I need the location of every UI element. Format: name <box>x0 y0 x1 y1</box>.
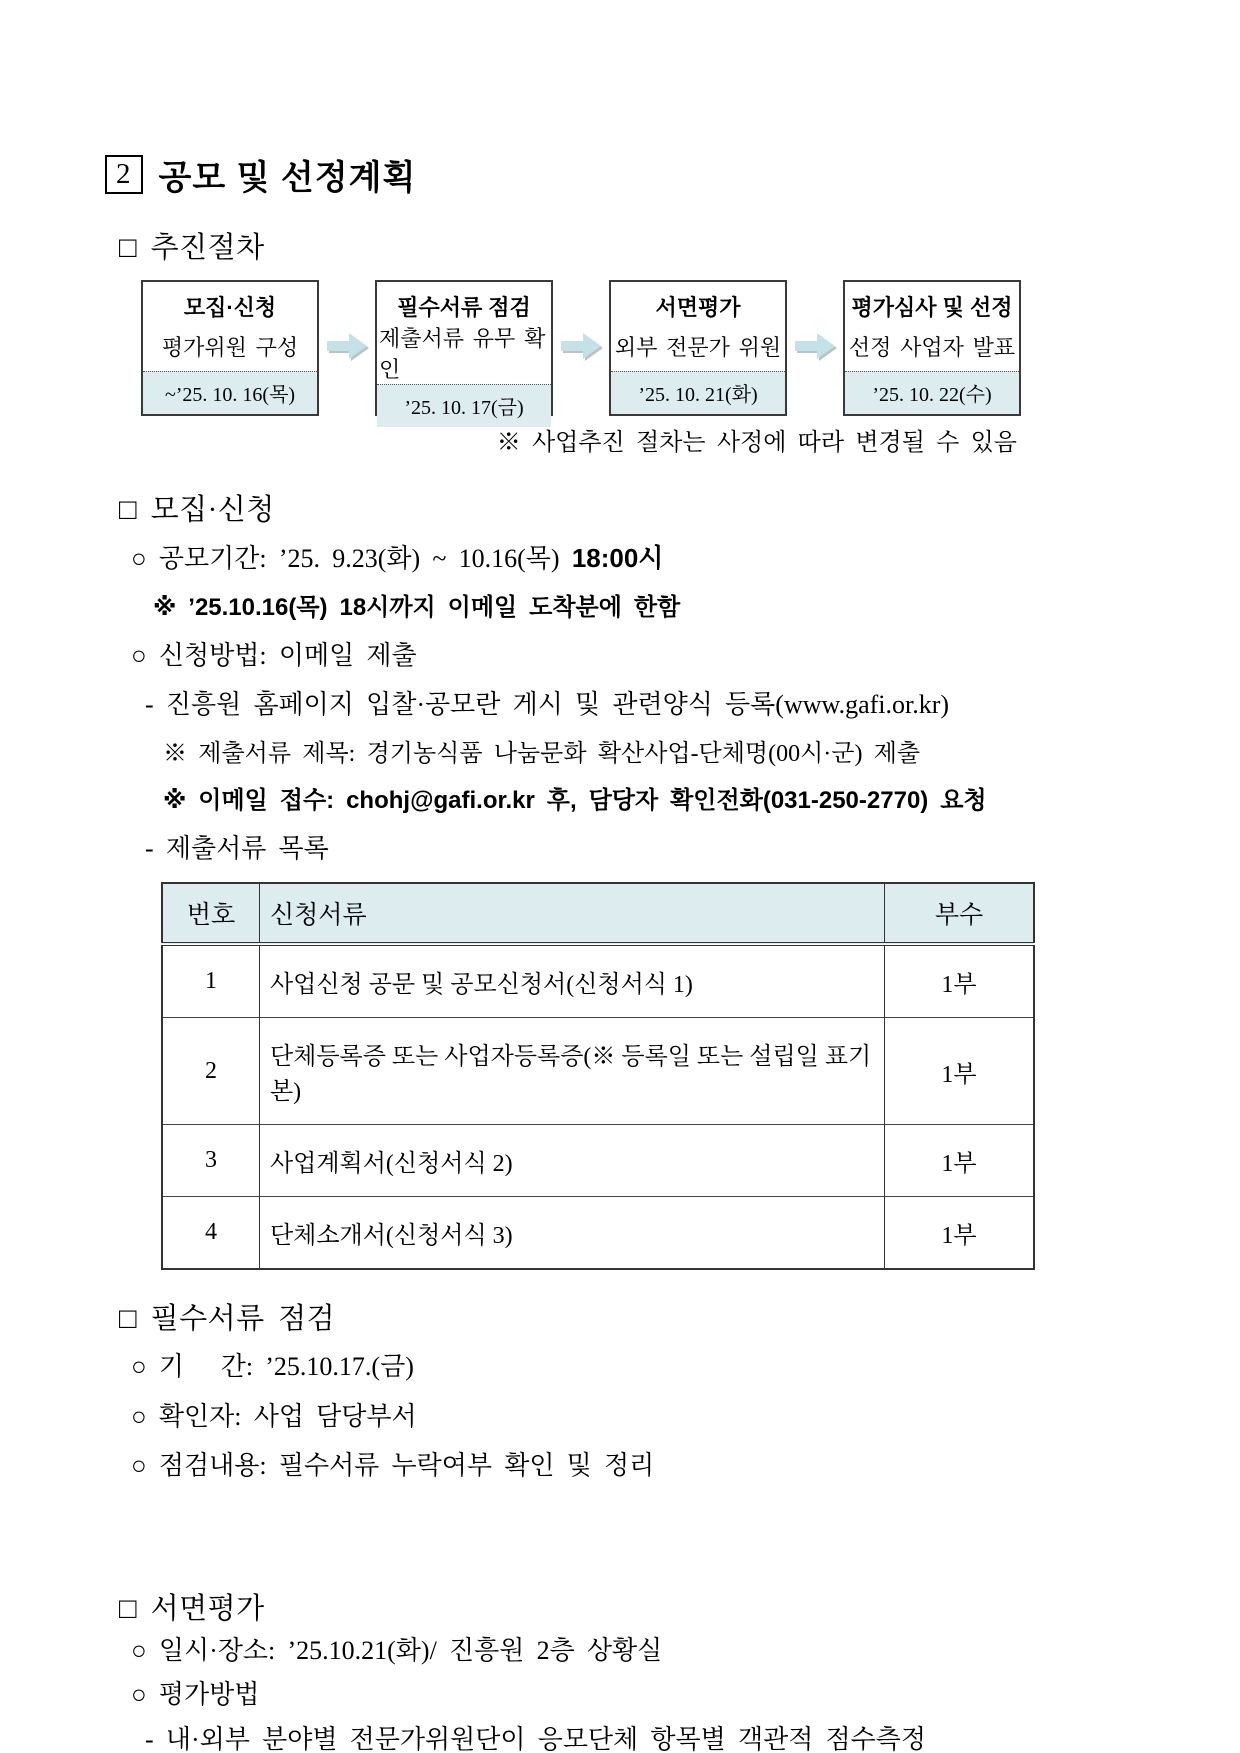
check-checker-line: ○ 확인자: 사업 담당부서 <box>131 1401 417 1431</box>
section-gap <box>105 1500 1140 1560</box>
recruit-period-note: ※ ’25.10.16(목) 18시까지 이메일 도착분에 한함 <box>153 593 681 621</box>
table-row <box>162 944 1034 1018</box>
table-row <box>162 1018 1034 1125</box>
recruit-period-text: ○ 공모기간: ’25. 9.23(화) ~ 10.16(목) <box>131 544 572 573</box>
right-arrow-icon <box>793 330 837 367</box>
col-header-no: 번호 <box>162 883 260 944</box>
step-title: 평가심사 및 선정 <box>851 295 1013 320</box>
step-title: 필수서류 점검 <box>397 295 531 320</box>
cell-doc: 단체등록증 또는 사업자등록증(※ 등록일 또는 설립일 표기본) <box>260 1018 885 1125</box>
step-desc: 외부 전문가 위원 <box>614 335 782 360</box>
recruit-email-note: ※ 이메일 접수: chohj@gafi.or.kr 후, 담당자 확인전화(031-250-2770) 요청 <box>163 786 987 814</box>
table-row <box>162 1197 1034 1270</box>
check-content-line: ○ 점검내용: 필수서류 누락여부 확인 및 정리 <box>131 1451 655 1480</box>
step-date: ~’25. 10. 16(목) <box>143 371 317 414</box>
cell-doc: 사업신청 공문 및 공모신청서(신청서식 1) <box>260 944 885 1018</box>
recruit-doc-list-label: - 제출서류 목록 <box>145 833 329 863</box>
step-title: 모집·신청 <box>183 295 277 320</box>
col-header-copies: 부수 <box>885 883 1035 944</box>
flow-step-paper-eval <box>609 280 787 416</box>
step-date: ’25. 10. 22(수) <box>845 371 1019 414</box>
step-date: ’25. 10. 17(금) <box>377 384 551 427</box>
cell-copies: 1부 <box>885 1018 1035 1125</box>
page-title-text: 공모 및 선정계획 <box>158 159 417 197</box>
check-period-line: ○ 기 간: ’25.10.17.(금) <box>131 1352 414 1381</box>
flow-step-doc-check <box>375 280 553 419</box>
step-date: ’25. 10. 21(화) <box>611 371 785 414</box>
evaluation-method-detail: - 내·외부 분야별 전문가위원단이 응모단체 항목별 객관적 점수측정 <box>145 1724 926 1753</box>
recruit-method-line: ○ 신청방법: 이메일 제출 <box>131 640 417 670</box>
procedure-heading: □ 추진절차 <box>119 232 265 264</box>
col-header-doc: 신청서류 <box>260 883 885 944</box>
cell-no: 2 <box>162 1018 260 1125</box>
step-desc: 평가위원 구성 <box>161 335 299 360</box>
cell-no: 1 <box>162 944 260 1018</box>
procedure-flowchart <box>141 280 1140 419</box>
evaluation-datetime-line: ○ 일시·장소: ’25.10.21(화)/ 진흥원 2층 상황실 <box>131 1635 663 1665</box>
step-desc: 제출서류 유무 확인 <box>379 326 546 382</box>
table-header-row <box>162 883 1034 944</box>
procedure-note: ※ 사업추진 절차는 사정에 따라 변경될 수 있음 <box>496 430 1017 456</box>
cell-no: 4 <box>162 1197 260 1270</box>
right-arrow-icon <box>559 330 603 367</box>
flow-step-recruit <box>141 280 319 416</box>
submission-docs-table <box>161 882 1035 1270</box>
cell-copies: 1부 <box>885 1125 1035 1197</box>
right-arrow-icon <box>325 330 369 367</box>
cell-doc: 사업계획서(신청서식 2) <box>260 1125 885 1197</box>
flow-step-selection <box>843 280 1021 416</box>
evaluation-heading: □ 서면평가 <box>119 1592 265 1625</box>
check-heading: □ 필수서류 점검 <box>119 1303 336 1335</box>
recruit-doc-title-note: ※ 제출서류 제목: 경기농식품 나눔문화 확산사업-단체명(00시·군) 제출 <box>163 740 921 767</box>
table-row <box>162 1125 1034 1197</box>
evaluation-method-line: ○ 평가방법 <box>131 1680 260 1709</box>
step-desc: 선정 사업자 발표 <box>848 335 1016 360</box>
cell-copies: 1부 <box>885 944 1035 1018</box>
recruit-heading: □ 모집·신청 <box>119 494 275 526</box>
recruit-method-detail: - 진흥원 홈페이지 입찰·공모란 게시 및 관련양식 등록(www.gafi.or.kr) <box>145 690 950 719</box>
cell-doc: 단체소개서(신청서식 3) <box>260 1197 885 1270</box>
recruit-period-deadline: 18:00시 <box>571 543 664 573</box>
cell-no: 3 <box>162 1125 260 1197</box>
page-title <box>105 150 1140 199</box>
step-title: 서면평가 <box>655 295 741 320</box>
cell-copies: 1부 <box>885 1197 1035 1270</box>
recruit-period-line <box>131 542 1140 576</box>
section-number-box: 2 <box>105 155 143 194</box>
